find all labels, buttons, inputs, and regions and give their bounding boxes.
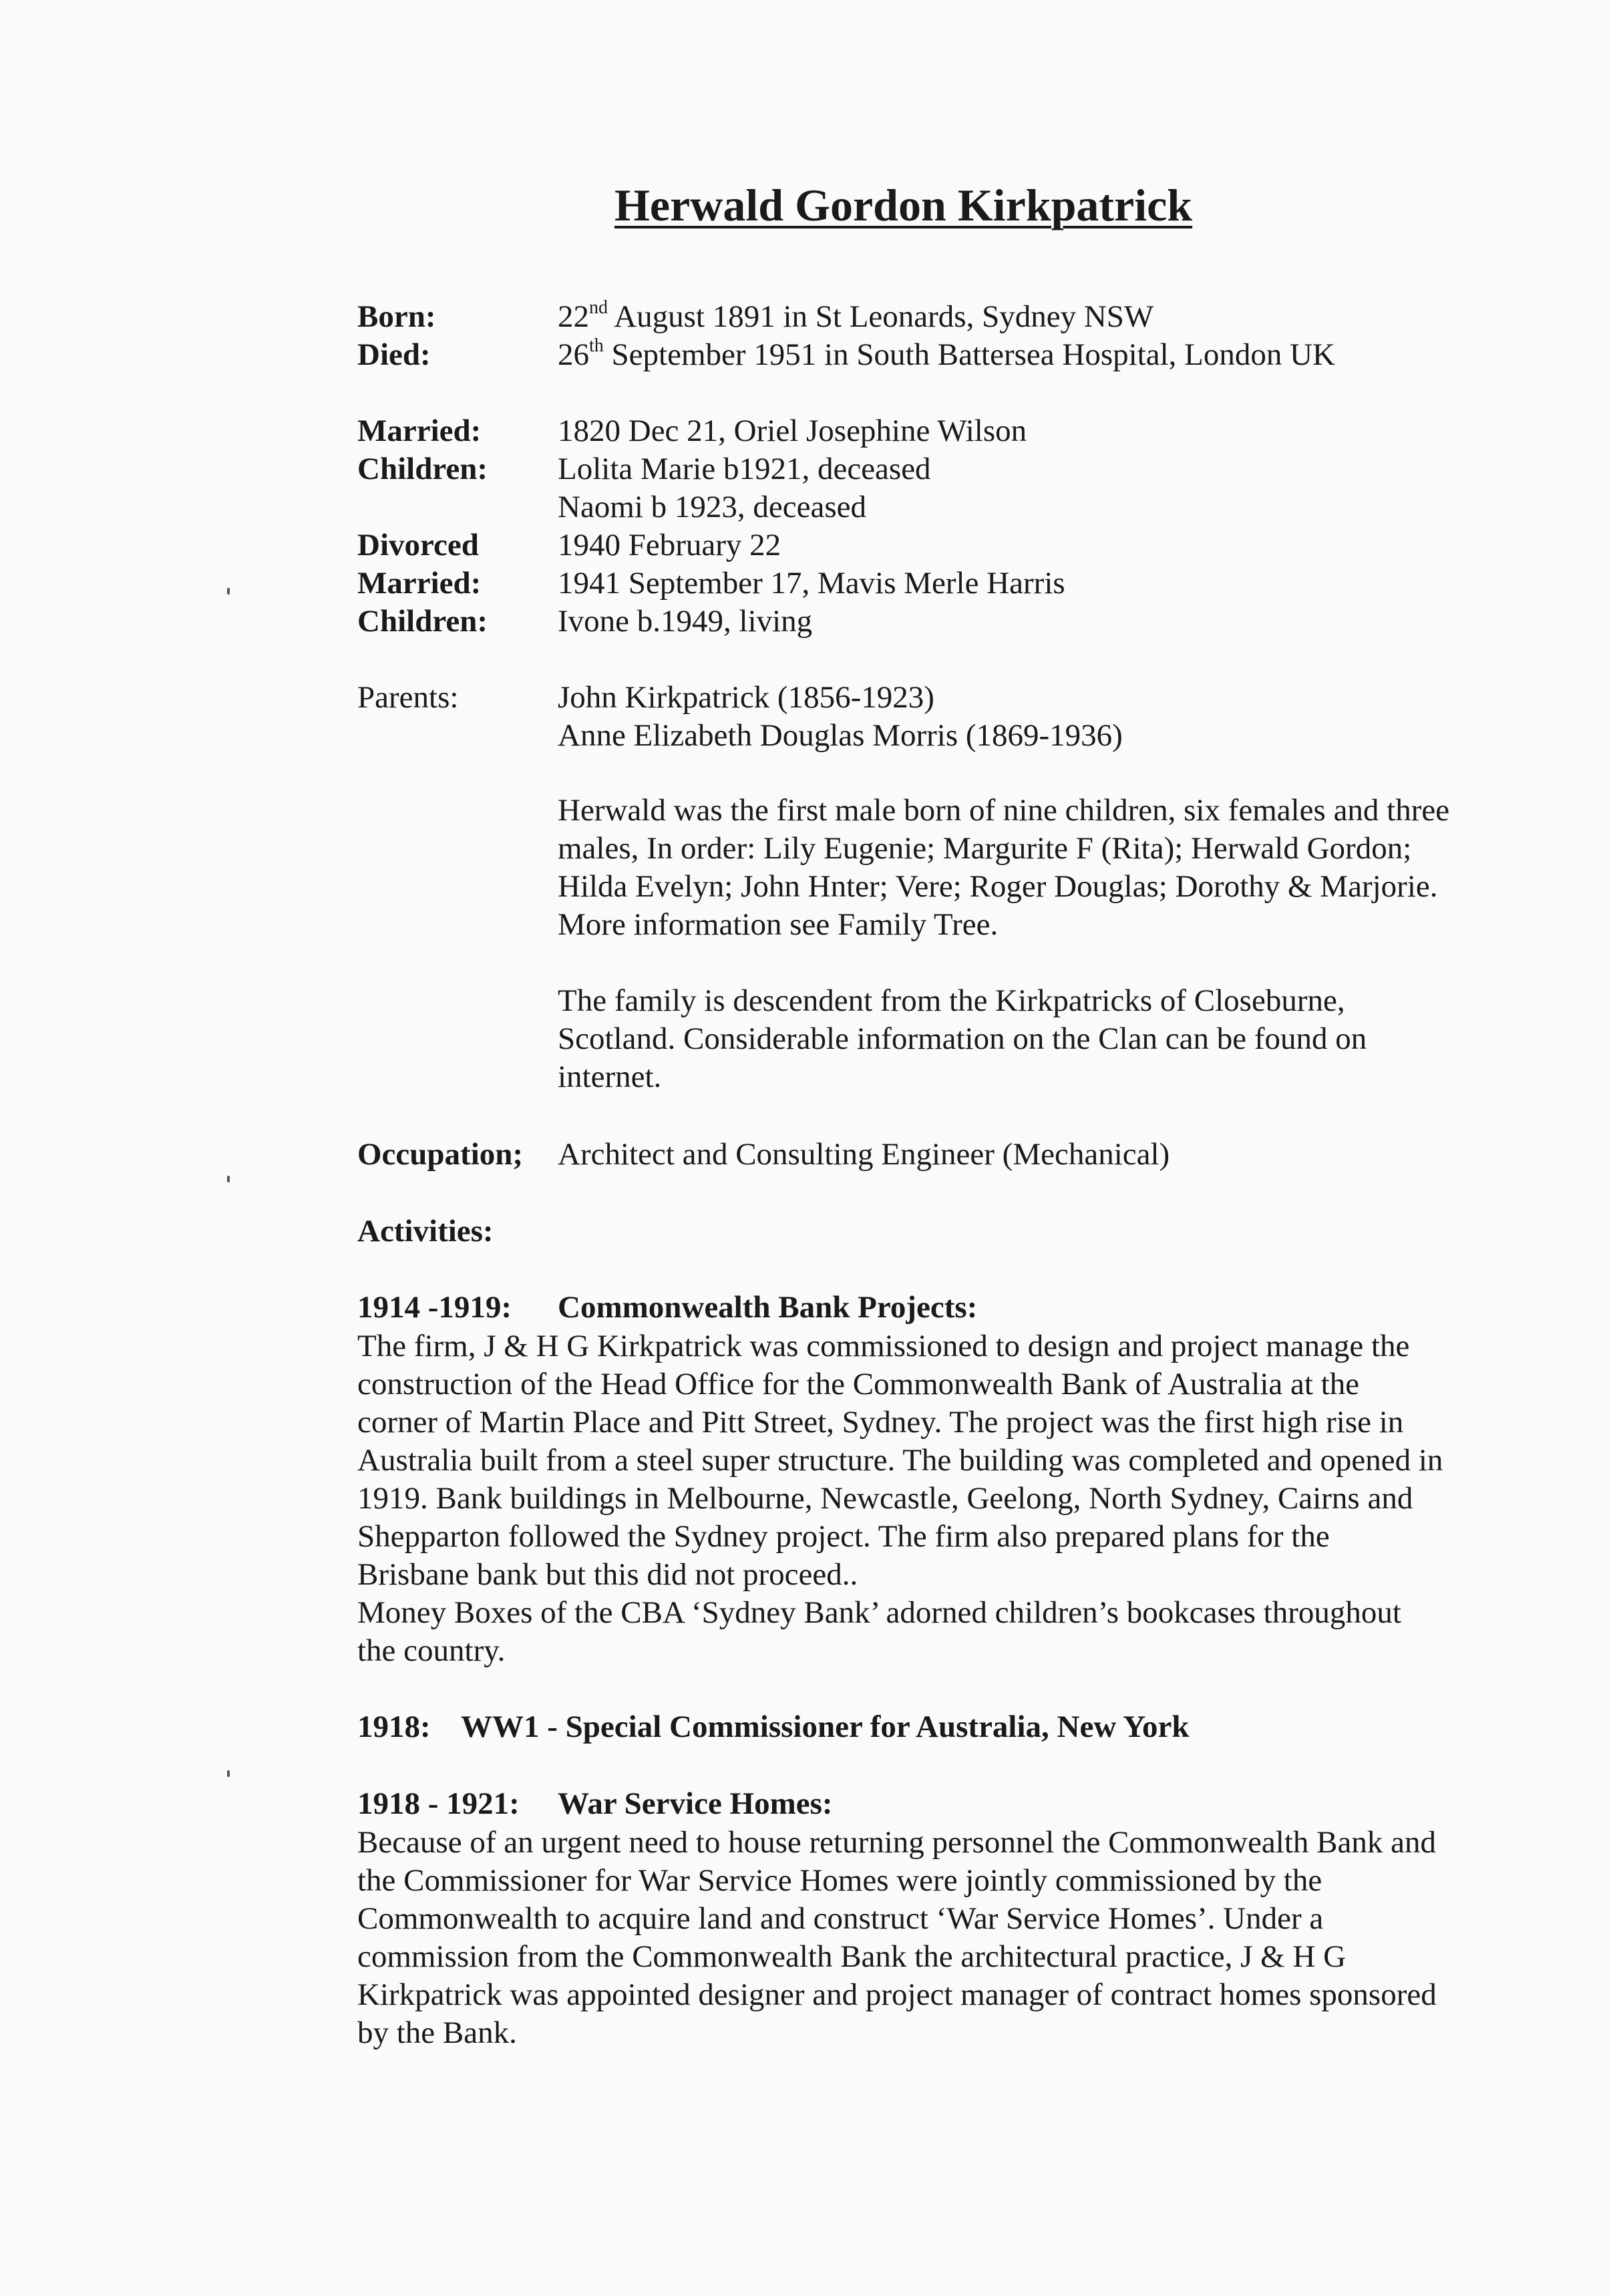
family-line: Hilda Evelyn; John Hnter; Vere; Roger Douglas; Dorothy & Marjorie.: [558, 869, 1438, 904]
activity-3-line: Commonwealth to acquire land and construct ‘War Service Homes’. Under a: [357, 1901, 1324, 1936]
activity-1-line: The firm, J & H G Kirkpatrick was commissioned to design and project manage the: [357, 1329, 1410, 1363]
children-row-1: [357, 450, 931, 488]
activity-1-line: the country.: [357, 1633, 506, 1668]
activity-1-line: corner of Martin Place and Pitt Street, Sydney. The project was the first high rise in: [357, 1405, 1404, 1440]
married-value-2: 1941 September 17, Mavis Merle Harris: [558, 566, 1065, 601]
family-line: More information see Family Tree.: [558, 907, 999, 942]
married-row-2: [357, 564, 1065, 603]
activity-title-2: WW1 - Special Commissioner for Australia, New York: [461, 1709, 1190, 1744]
activities-label: Activities:: [357, 1214, 494, 1249]
activity-years-1: 1914 -1919:: [357, 1290, 512, 1325]
parents-label: Parents:: [357, 680, 459, 715]
activity-title-3: War Service Homes:: [558, 1786, 833, 1821]
activity-heading-2: [357, 1709, 1190, 1745]
activity-body-1: [357, 1327, 1443, 1670]
activity-1-line: Money Boxes of the CBA ‘Sydney Bank’ adorned children’s bookcases throughout: [357, 1595, 1401, 1630]
occupation-label: Occupation;: [357, 1137, 524, 1172]
died-row: [357, 335, 1335, 374]
activity-heading-1: [357, 1289, 977, 1325]
scan-mark: [227, 1176, 230, 1182]
children-value-1b: Naomi b 1923, deceased: [558, 490, 867, 524]
activity-years-2: 1918:: [357, 1709, 431, 1744]
died-day: 26: [558, 337, 589, 372]
occupation-value: Architect and Consulting Engineer (Mechanical): [558, 1137, 1170, 1172]
divorced-row: [357, 526, 781, 564]
married-label-2: Married:: [357, 566, 482, 601]
scan-mark: [227, 1770, 230, 1777]
died-value: [558, 336, 1335, 374]
clan-paragraph: [558, 982, 1367, 1096]
born-row: [357, 297, 1154, 336]
activity-3-line: by the Bank.: [357, 2015, 517, 2050]
married-label-1: Married:: [357, 414, 482, 448]
activity-heading-3: [357, 1786, 833, 1822]
document-title: Herwald Gordon Kirkpatrick: [614, 180, 1193, 230]
children-label-2: Children:: [357, 604, 488, 639]
activity-1-line: construction of the Head Office for the Commonwealth Bank of Australia at the: [357, 1367, 1360, 1402]
divorced-label: Divorced: [357, 528, 479, 562]
born-value: [558, 298, 1153, 336]
activity-years-3: 1918 - 1921:: [357, 1786, 520, 1821]
activity-1-line: Brisbane bank but this did not proceed..: [357, 1557, 858, 1592]
family-line: males, In order: Lily Eugenie; Margurite F (Rita); Herwald Gordon;: [558, 831, 1412, 866]
children-label-1: Children:: [357, 452, 488, 486]
activity-body-3: [357, 1824, 1437, 2052]
scan-mark: [227, 588, 230, 595]
died-details: September 1951 in South Battersea Hospital, London UK: [603, 337, 1335, 372]
children-row-1b: [357, 488, 867, 526]
died-day-suffix: th: [589, 335, 604, 356]
children-value-2: Ivone b.1949, living: [558, 604, 813, 639]
activity-3-line: the Commissioner for War Service Homes were jointly commissioned by the: [357, 1863, 1322, 1898]
clan-line: Scotland. Considerable information on the Clan can be found on: [558, 1021, 1367, 1056]
born-day: 22: [558, 299, 589, 334]
occupation-row: [357, 1136, 1170, 1174]
parents-row-2: [357, 717, 1123, 755]
children-row-2: [357, 603, 813, 641]
parents-father: John Kirkpatrick (1856-1923): [558, 680, 934, 715]
activity-3-line: commission from the Commonwealth Bank the architectural practice, J & H G: [357, 1939, 1347, 1974]
activity-3-line: Kirkpatrick was appointed designer and project manager of contract homes sponsored: [357, 1977, 1437, 2012]
divorced-value: 1940 February 22: [558, 528, 781, 562]
activities-row: [357, 1212, 558, 1251]
parents-row: [357, 679, 934, 717]
family-line: Herwald was the first male born of nine children, six females and three: [558, 793, 1450, 828]
died-label: Died:: [357, 337, 431, 372]
activity-1-line: 1919. Bank buildings in Melbourne, Newcastle, Geelong, North Sydney, Cairns and: [357, 1481, 1413, 1516]
activity-1-line: Shepparton followed the Sydney project. The firm also prepared plans for the: [357, 1519, 1330, 1554]
parents-mother: Anne Elizabeth Douglas Morris (1869-1936): [558, 718, 1123, 753]
family-paragraph: [558, 792, 1449, 944]
married-value-1: 1820 Dec 21, Oriel Josephine Wilson: [558, 414, 1027, 448]
clan-line: internet.: [558, 1059, 662, 1094]
born-label: Born:: [357, 299, 436, 334]
clan-line: The family is descendent from the Kirkpatricks of Closeburne,: [558, 983, 1345, 1018]
activity-title-1: Commonwealth Bank Projects:: [558, 1290, 978, 1325]
married-row-1: [357, 412, 1027, 450]
born-day-suffix: nd: [589, 297, 608, 318]
children-value-1: Lolita Marie b1921, deceased: [558, 452, 931, 486]
activity-3-line: Because of an urgent need to house returning personnel the Commonwealth Bank and: [357, 1825, 1436, 1860]
activity-1-line: Australia built from a steel super structure. The building was completed and opened in: [357, 1443, 1443, 1478]
born-details: August 1891 in St Leonards, Sydney NSW: [608, 299, 1154, 334]
